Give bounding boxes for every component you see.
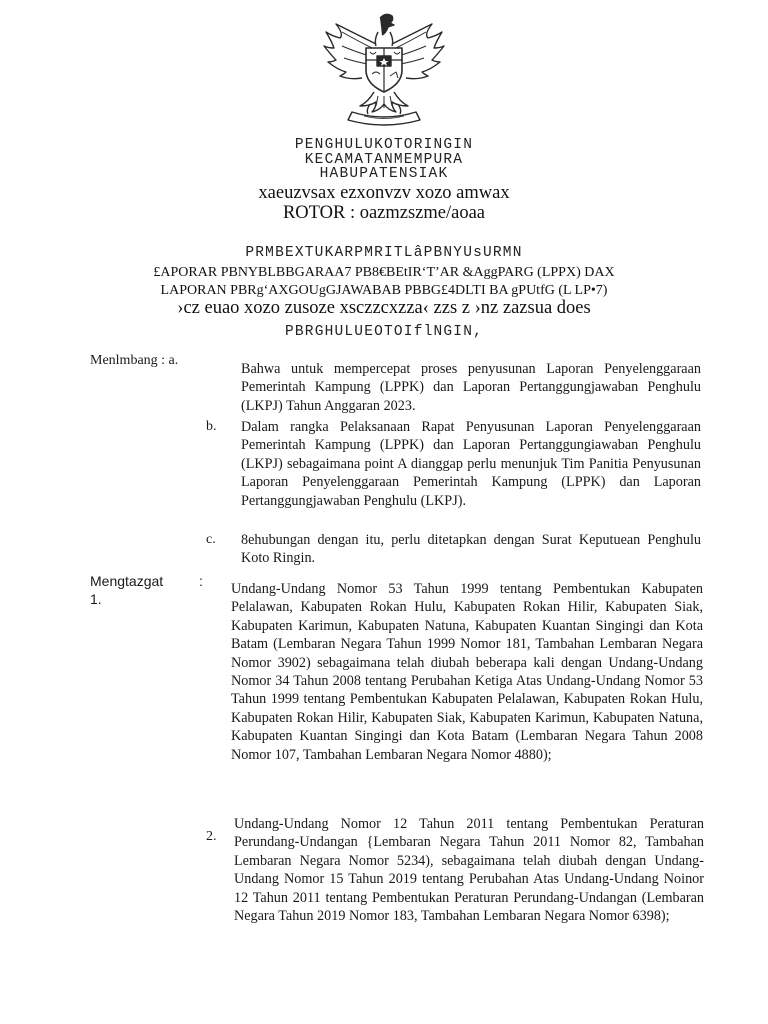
issuer-line: PBRGHULUEOTOIflNGIN,	[284, 324, 484, 340]
decree-title-line-4: ›cz euao xozo zusoze xsczzcxzza‹ zzs z ›nz zazsua does	[177, 298, 591, 318]
menimbang-marker-c: c.	[206, 532, 216, 547]
mengingat-number-1: 1.	[90, 591, 102, 607]
mengingat-item-1: Undang-Undang Nomor 53 Tahun 1999 tentang Pembentukan Kabupaten Pelalawan, Kabupaten Rokan Hulu, Kabupaten Rokan Hilir, Kabupaten Siak, Kabupaten Karimun, Kabupaten Natuna, Kabupaten Kuantan Singingi dan Kota Batam (Lembaran Negara Tahun 1999 Nomor 181, Tambahan Lembaran Negara Nomor 3902) sebagaimana telah diubah beberapa kali dengan Undang-Undang Nomor 34 Tahun 2008 tentang Perubahan Ketiga Atas Undang-Undang Nomor 53 Tahun 1999 tentang Pembentukan Kabupaten Pelalawan, Kabupaten Rokan Hulu, Kabupaten Rokan Hilir, Kabupaten Siak, Kabupaten Karimun, Kabupaten Natuna, Kabupaten Kuantan Singingi dan Kota Batam (Lembaran Negara Tahun 2008 Nomor 107, Tambahan Lembaran Negara Nomor 4880);	[231, 581, 703, 763]
mengingat-number-2: 2.	[206, 829, 217, 844]
menimbang-point-a: Bahwa untuk mempercepat proses penyusunan Laporan Penyelenggaraan Pemerintah Kampung (LPPK) dan Laporan Pertanggungjawaban Penghulu (LKPJ) Tahun Anggaran 2023.	[241, 361, 701, 414]
garuda-pancasila-emblem-icon	[318, 8, 450, 130]
decree-title-line-1: PRMBEXTUKARPMRITLâPBNYUsURMN	[245, 245, 523, 261]
mengingat-item-2: Undang-Undang Nomor 12 Tahun 2011 tentang Pembentukan Peraturan Perundang-Undangan {Lembaran Negara Tahun 2011 Nomor 82, Tambahan Lembaran Negara Nomor 5234), sebagaimana telah diubah dengan Undang-Undang Nomor 15 Tahun 2019 tentang Perubahan Atas Undang-Undang Noinor 12 Tahun 2011 tentang Pembentukan Peraturan Perundang-Undangan (Lembaran Negara Tahun 2019 Nomor 183, Tambahan Lembaran Negara Nomor 6398);	[234, 816, 704, 925]
district-name: KECAMATANMEMPURA	[304, 152, 464, 168]
decree-heading: xaeuzvsax ezxonvzv xozo amwax	[258, 183, 510, 203]
menimbang-label: Menlmbang : a.	[90, 353, 179, 368]
menimbang-marker-b: b.	[206, 419, 217, 434]
institution-name: PENGHULUKOTORINGIN	[294, 137, 474, 153]
mengingat-colon: :	[199, 573, 203, 589]
regency-name: HABUPATENSIAK	[319, 166, 449, 182]
mengingat-label: Mengtazgat	[90, 573, 164, 589]
menimbang-point-c: 8ehubungan dengan itu, perlu ditetapkan dengan Surat Keputuean Penghulu Koto Ringin.	[241, 532, 701, 567]
menimbang-point-b: Dalam rangka Pelaksanaan Rapat Penyusunan Laporan Penyelenggaraan Pemerintah Kampung (LPPK) dan Laporan Pertanggungiawaban Penghulu (LKPJ) sebagaimana point A dianggap perlu menunjuk Tim Panitia Penyusunan Laporan Penyelenggaraan Pemerintah Kampung (LPPK) dan Laporan Pertanggungjawaban Penghulu (LKPJ).	[241, 419, 701, 509]
decree-title-line-2: £APORAR PBNYBLBBGARAA7 PB8€BEtIR‘T’AR &AggPARG (LPPX) DAX	[153, 265, 615, 280]
decree-number: ROTOR : oazmzszme/aoaa	[282, 203, 486, 223]
decree-title-line-3: LAPORAN PBRg‘AXGOUgGJAWABAB PBBG£4DLTI BA gPUtfG (L LP•7)	[160, 283, 608, 298]
